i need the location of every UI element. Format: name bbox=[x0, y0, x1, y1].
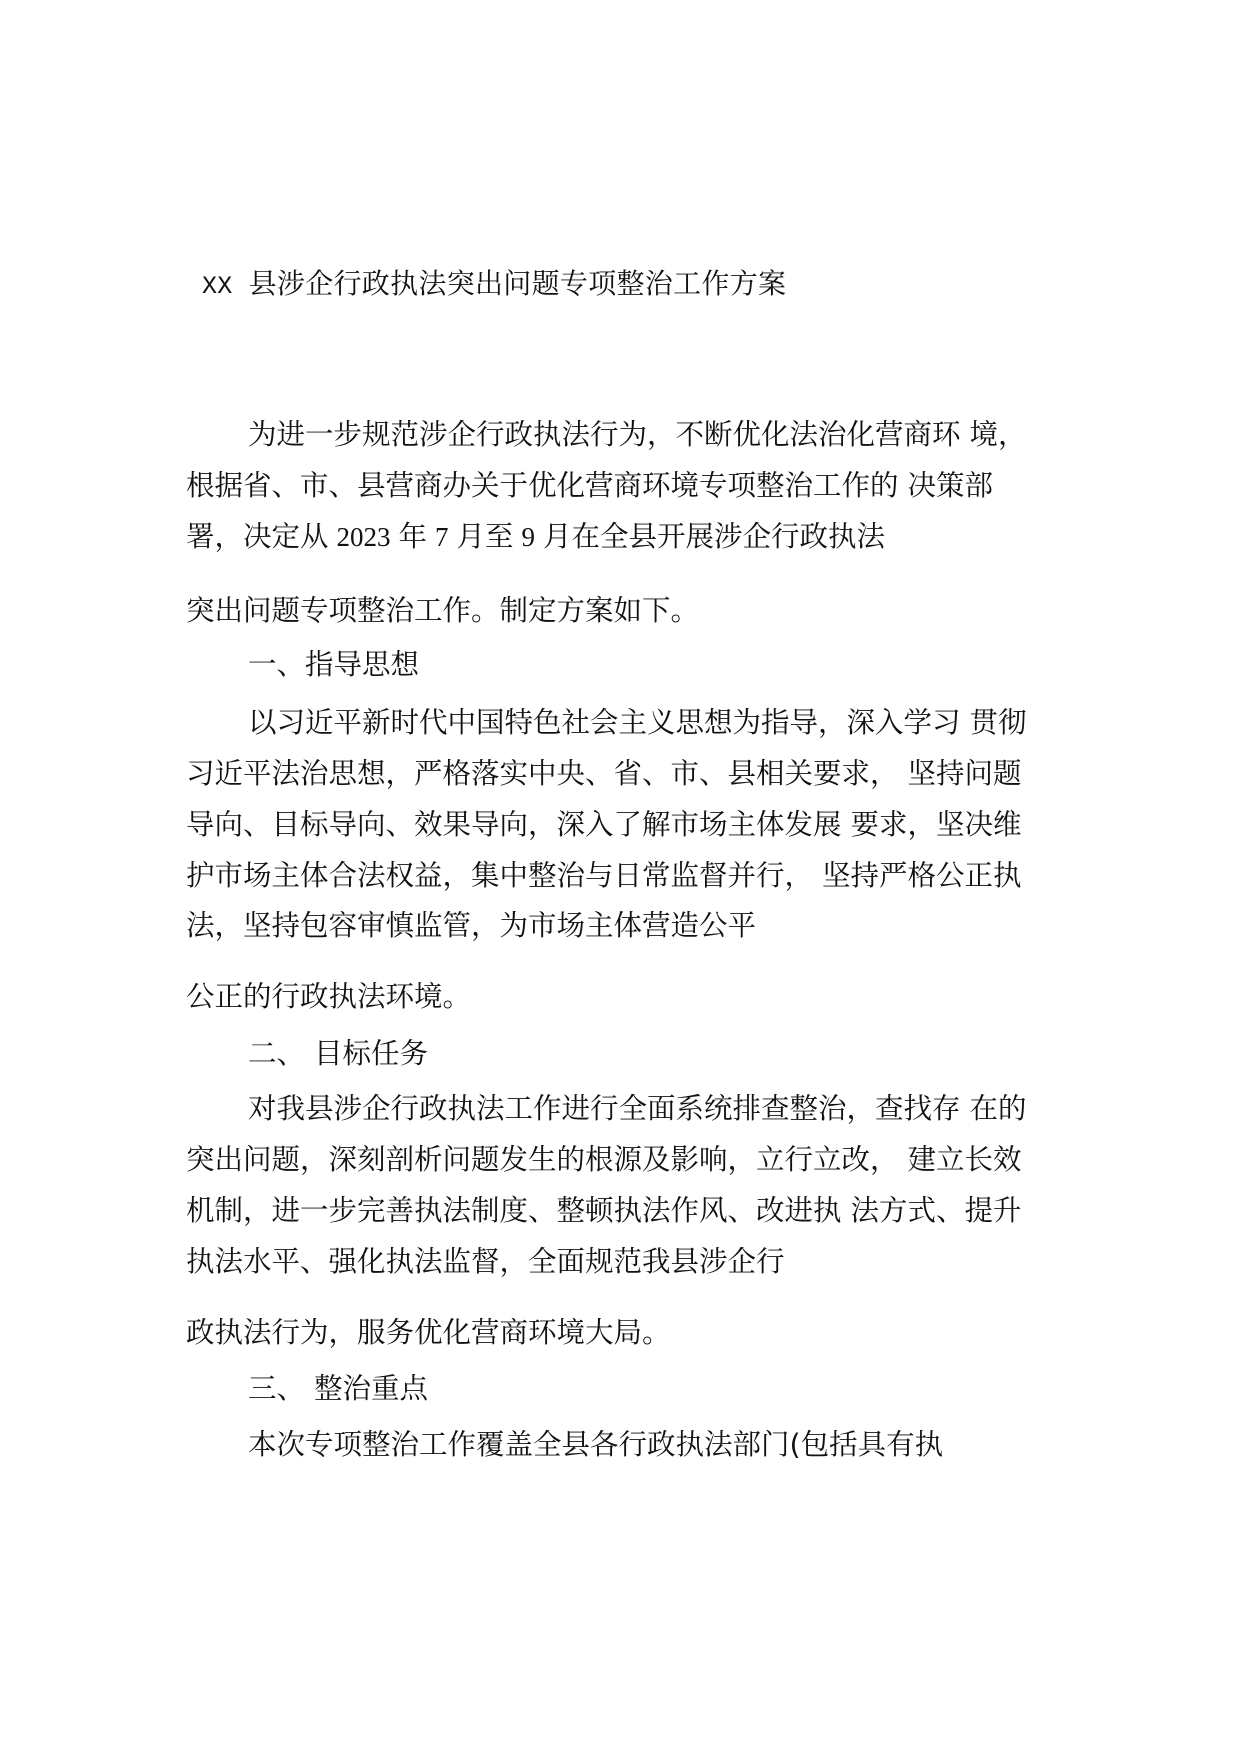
intro-line-2: 根据省、市、县营商办关于优化营商环境专项整治工作的 决策部 bbox=[186, 469, 994, 502]
section-2-line: 对我县涉企行政执法工作进行全面系统排查整治，查找存 在的 bbox=[248, 1092, 1027, 1125]
intro-text: 年 bbox=[398, 520, 428, 553]
title-text: 县涉企行政执法突出问题专项整治工作方案 bbox=[248, 267, 787, 300]
intro-month-start: 7 bbox=[435, 522, 449, 552]
document-title bbox=[202, 264, 786, 307]
title-prefix: XX bbox=[202, 272, 233, 301]
intro-text: 月至 bbox=[456, 520, 514, 553]
section-2-line: 突出问题，深刻剖析问题发生的根源及影响，立行立改， 建立长效 bbox=[186, 1143, 1022, 1176]
intro-year: 2023 bbox=[336, 522, 391, 552]
section-1-line: 以习近平新时代中国特色社会主义思想为指导，深入学习 贯彻 bbox=[248, 706, 1027, 739]
intro-text: 署，决定从 bbox=[186, 520, 329, 553]
section-2-line: 政执法行为，服务优化营商环境大局。 bbox=[186, 1316, 671, 1349]
intro-month-end: 9 bbox=[521, 522, 536, 552]
section-2-line: 机制，进一步完善执法制度、整顿执法作风、改进执 法方式、提升 bbox=[186, 1194, 1022, 1227]
section-1-line: 导向、目标导向、效果导向，深入了解市场主体发展 要求，坚决维 bbox=[186, 808, 1022, 841]
section-2-heading: 二、 目标任务 bbox=[248, 1037, 429, 1070]
section-1-heading: 一、指导思想 bbox=[248, 648, 420, 681]
intro-line-1: 为进一步规范涉企行政执法行为，不断优化法治化营商环 境， bbox=[248, 418, 1027, 451]
section-3-heading: 三、 整治重点 bbox=[248, 1372, 429, 1405]
intro-line-4: 突出问题专项整治工作。制定方案如下。 bbox=[186, 594, 700, 627]
section-1-line: 法，坚持包容审慎监管，为市场主体营造公平 bbox=[186, 909, 757, 942]
intro-line-3 bbox=[186, 517, 885, 557]
intro-text: 月在全县开展涉企行政执法 bbox=[543, 520, 886, 553]
section-1-line: 公正的行政执法环境。 bbox=[186, 980, 472, 1013]
section-1-line: 护市场主体合法权益，集中整治与日常监督并行， 坚持严格公正执 bbox=[186, 859, 1022, 892]
section-2-line: 执法水平、强化执法监督，全面规范我县涉企行 bbox=[186, 1245, 785, 1278]
section-1-line: 习近平法治思想，严格落实中央、省、市、县相关要求， 坚持问题 bbox=[186, 757, 1022, 790]
section-3-line: 本次专项整治工作覆盖全县各行政执法部门(包括具有执 bbox=[248, 1428, 944, 1461]
